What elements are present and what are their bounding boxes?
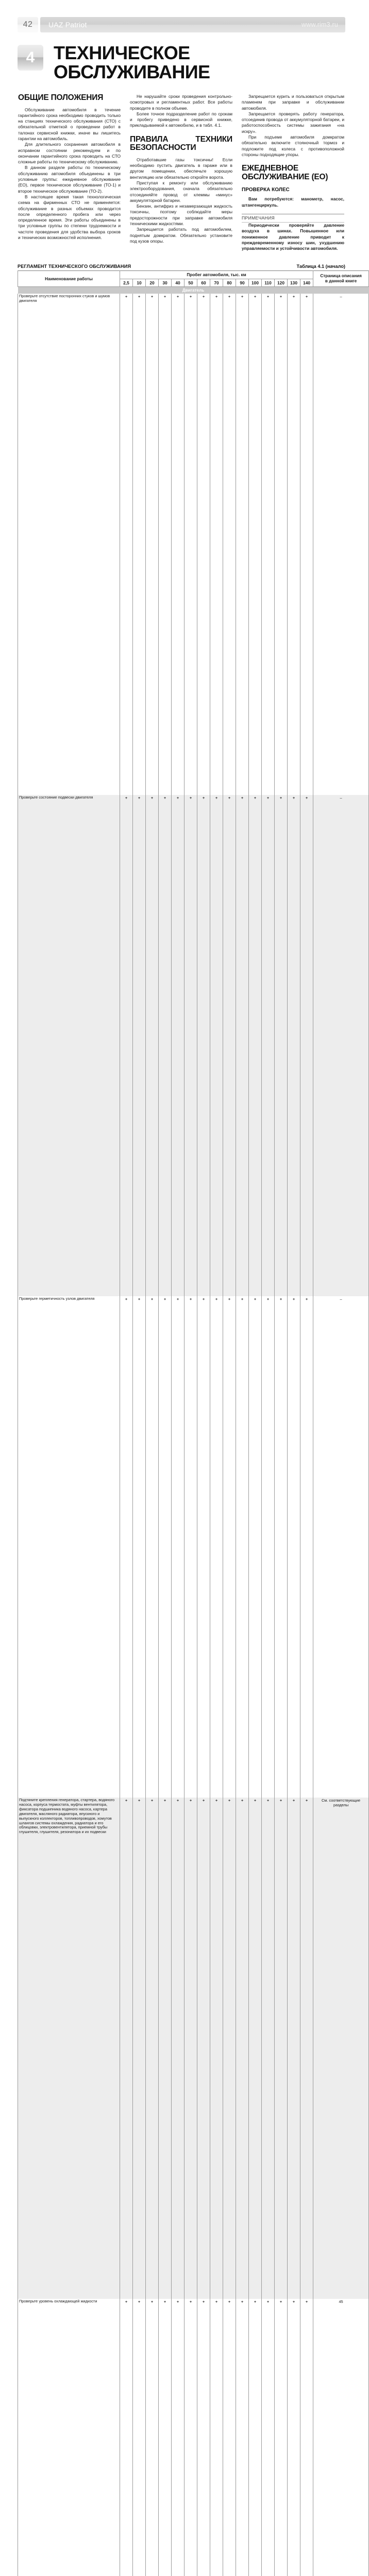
- paragraph: В данном разделе работы по техническому обслуживанию автомобиля объединены в три условные группы: ежедневное обслуживание (ЕО), первое техническое обслуживание (ТО-1) и второе техническое обслуживание (ТО-2).: [18, 165, 121, 194]
- cell-mark-50: +: [184, 795, 197, 1296]
- chapter-number-badge: 4: [18, 45, 43, 71]
- cell-mark-80: +: [223, 1798, 236, 2299]
- cell-mark-140: +: [300, 294, 313, 795]
- cell-mark-50: +: [184, 294, 197, 795]
- table-caption-title: РЕГЛАМЕНТ ТЕХНИЧЕСКОГО ОБСЛУЖИВАНИЯ: [18, 264, 131, 269]
- cell-work-name: Проверьте состояние подвески двигателя: [18, 795, 120, 1296]
- manual-page: [0, 0, 361, 501]
- cell-mark-60: +: [197, 1798, 210, 2299]
- cell-mark-110: +: [262, 1798, 275, 2299]
- column-header-page-reference: [313, 271, 369, 287]
- column-header-mileage-120: 120: [275, 279, 288, 287]
- cell-work-name: Проверьте отсутствие посторонних стуков и шумов двигателя: [18, 294, 120, 795]
- cell-mark-10: +: [133, 795, 146, 1296]
- column-two: [130, 94, 232, 260]
- table-head: [18, 271, 369, 287]
- column-one: [18, 94, 121, 260]
- cell-mark-30: +: [159, 294, 172, 795]
- paragraph: Запрещается курить и пользоваться открытым пламенем при заправке и обслуживании автомобиля.: [242, 94, 344, 111]
- cell-mark-60: +: [197, 294, 210, 795]
- cell-page-reference: 45: [313, 2299, 369, 2576]
- column-header-mileage-20: 20: [146, 279, 159, 287]
- cell-mark-120: +: [275, 294, 288, 795]
- cell-mark-70: +: [210, 294, 223, 795]
- column-header-mileage-10: 10: [133, 279, 146, 287]
- cell-mark-80: +: [223, 795, 236, 1296]
- cell-mark-40: +: [172, 2299, 184, 2576]
- paragraph: Обслуживание автомобиля в течение гарантийного срока необходимо проводить только на станциях технического обслуживания (СТО) с обязательной отметкой о проведении работ в талонах сервисной книжки, иначе вы лишитесь гарантии на автомобиль.: [18, 107, 121, 142]
- table-row: [18, 1798, 369, 2299]
- table-section-row: [18, 287, 369, 294]
- table-caption: [18, 264, 345, 270]
- cell-mark-40: +: [172, 1798, 184, 2299]
- cell-mark-80: +: [223, 294, 236, 795]
- chapter-heading: [18, 43, 210, 81]
- cell-mark-20: +: [146, 294, 159, 795]
- column-header-mileage-130: 130: [288, 279, 300, 287]
- cell-mark-20: +: [146, 1798, 159, 2299]
- cell-mark-140: +: [300, 1296, 313, 1798]
- cell-mark-110: +: [262, 294, 275, 795]
- column-header-mileage-90: 90: [236, 279, 249, 287]
- column-header-mileage-100: 100: [249, 279, 262, 287]
- paragraph: Запрещается работать под автомобилем, поднятым домкратом. Обязательно установите под кузов опоры.: [130, 227, 232, 244]
- cell-mark-130: +: [288, 1798, 300, 2299]
- cell-mark-40: +: [172, 1296, 184, 1798]
- cell-mark-2-5: +: [120, 795, 133, 1296]
- cell-mark-60: +: [197, 795, 210, 1296]
- cell-mark-30: +: [159, 1296, 172, 1798]
- cell-mark-50: +: [184, 2299, 197, 2576]
- cell-mark-80: +: [223, 1296, 236, 1798]
- cell-mark-70: +: [210, 1798, 223, 2299]
- paragraph: Запрещается проверять работу генератора, отсоединив провода от аккумуляторной батареи, и работоспособность системы зажигания «на искру».: [242, 111, 344, 134]
- cell-mark-30: +: [159, 2299, 172, 2576]
- cell-mark-10: +: [133, 1798, 146, 2299]
- column-header-mileage-40: 40: [172, 279, 184, 287]
- column-header-mileage-60: 60: [197, 279, 210, 287]
- cell-mark-90: +: [236, 795, 249, 1296]
- cell-page-reference: См. соответствующие разделы: [313, 1798, 369, 2299]
- cell-mark-2-5: +: [120, 1296, 133, 1798]
- paragraph: Более точное подразделение работ по срокам и пробегу приведено в сервисной книжке, прикладываемой к автомобилю, и в табл. 4.1.: [130, 111, 232, 129]
- paragraph: Приступая к ремонту или обслуживанию электрооборудования, сначала обязательно отсоединяйте провод от клеммы «минус» аккумуляторной батареи.: [130, 180, 232, 204]
- cell-mark-70: +: [210, 2299, 223, 2576]
- cell-page-reference: –: [313, 795, 369, 1296]
- cell-mark-110: +: [262, 1296, 275, 1798]
- cell-mark-2-5: +: [120, 294, 133, 795]
- cell-mark-70: +: [210, 795, 223, 1296]
- cell-mark-100: +: [249, 294, 262, 795]
- cell-mark-140: +: [300, 1798, 313, 2299]
- table-body: [18, 287, 369, 2576]
- paragraph: При подъеме автомобиля домкратом обязательно включите стояночный тормоз и подложите под колеса с противоположной стороны подходящие упоры.: [242, 134, 344, 158]
- cell-mark-10: +: [133, 2299, 146, 2576]
- cell-work-name: Проверьте герметичность узлов двигателя: [18, 1296, 120, 1798]
- cell-mark-130: +: [288, 795, 300, 1296]
- column-header-mileage-70: 70: [210, 279, 223, 287]
- cell-mark-90: +: [236, 294, 249, 795]
- cell-mark-130: +: [288, 1296, 300, 1798]
- section-heading-safety: ПРАВИЛА ТЕХНИКИ БЕЗОПАСНОСТИ: [130, 135, 232, 152]
- paragraph: Бензин, антифриз и незамерзающая жидкость токсичны, поэтому соблюдайте меры предосторожности при заправке автомобиля техническими жидкостями.: [130, 204, 232, 227]
- subsection-heading-wheel-check: ПРОВЕРКА КОЛЕС: [242, 187, 344, 193]
- column-header-mileage-2-5: 2,5: [120, 279, 133, 287]
- cell-mark-80: +: [223, 2299, 236, 2576]
- section-heading-daily-service: ЕЖЕДНЕВНОЕ ОБСЛУЖИВАНИЕ (ЕО): [242, 164, 344, 181]
- cell-mark-120: +: [275, 2299, 288, 2576]
- cell-mark-70: +: [210, 1296, 223, 1798]
- cell-mark-140: +: [300, 2299, 313, 2576]
- cell-page-reference: –: [313, 294, 369, 795]
- vehicle-model-label: UAZ Patriot: [48, 21, 87, 29]
- header-bar: [40, 17, 345, 32]
- cell-mark-120: +: [275, 1296, 288, 1798]
- cell-mark-20: +: [146, 2299, 159, 2576]
- cell-mark-20: +: [146, 795, 159, 1296]
- maintenance-schedule-table: [18, 270, 369, 2576]
- table-row: [18, 1296, 369, 1798]
- cell-mark-110: +: [262, 795, 275, 1296]
- tools-required-text: Вам потребуются: манометр, насос, штангенциркуль.: [242, 196, 344, 208]
- section-heading-general: ОБЩИЕ ПОЛОЖЕНИЯ: [18, 94, 121, 103]
- chapter-title-line2: ОБСЛУЖИВАНИЕ: [54, 62, 210, 81]
- page-header-line1: Страница описания: [320, 274, 361, 278]
- notes-title: ПРИМЕЧАНИЯ: [242, 214, 344, 223]
- column-three: [242, 94, 344, 260]
- cell-mark-2-5: +: [120, 2299, 133, 2576]
- column-header-mileage-30: 30: [159, 279, 172, 287]
- website-label: www.rim3.ru: [301, 21, 338, 28]
- paragraph: Не нарушайте сроки проведения контрольно-осмотровых и регламентных работ. Все работы проводите в полном объеме.: [130, 94, 232, 111]
- cell-mark-130: +: [288, 2299, 300, 2576]
- cell-mark-90: +: [236, 1798, 249, 2299]
- cell-mark-2-5: +: [120, 1798, 133, 2299]
- paragraph: Для длительного сохранения автомобиля в исправном состоянии рекомендуем и по окончании гарантийного срока проводить на СТО сложные работы по техническому обслуживанию.: [18, 142, 121, 165]
- cell-mark-110: +: [262, 2299, 275, 2576]
- notes-text: Периодически проверяйте давление воздуха в шинах. Повышенное или пониженное давление приводит к преждевременному износу шин, ухудшению управляемости и устойчивости автомобиля.: [242, 223, 344, 251]
- page-title: [54, 43, 210, 81]
- cell-mark-40: +: [172, 795, 184, 1296]
- table-header-row-top: [18, 271, 369, 279]
- cell-mark-100: +: [249, 795, 262, 1296]
- cell-mark-60: +: [197, 1296, 210, 1798]
- paragraph: В настоящее время такая технологическая схема на фирменных СТО не применяется: обслуживание в разных объемах проводится после определенного пробега или через определенное время. Эти работы объединены в три условные группы по степени трудоемкости и частоте проведения для удобства выбора сроков и технических возможностей исполнения.: [18, 194, 121, 241]
- section-label-engine: Двигатель: [18, 287, 369, 294]
- cell-mark-10: +: [133, 1296, 146, 1798]
- cell-mark-50: +: [184, 1798, 197, 2299]
- column-header-mileage-50: 50: [184, 279, 197, 287]
- cell-mark-130: +: [288, 294, 300, 795]
- cell-mark-100: +: [249, 1296, 262, 1798]
- cell-work-name: Подтяните крепления генератора, стартера, водяного насоса, корпуса термостата, муфты вентилятора, фиксатора подшипника водяного насоса, картера двигателя, масляного радиатора, впускного и выпускного коллекторов, топливопроводов, хомутов шлангов системы охлаждения, радиатора и его облицовки, электровентилятора, приемной трубы глушителя, глушителя, резонатора и их подвески: [18, 1798, 120, 2299]
- column-header-mileage-140: 140: [300, 279, 313, 287]
- table-row: [18, 294, 369, 795]
- cell-mark-140: +: [300, 795, 313, 1296]
- cell-mark-120: +: [275, 1798, 288, 2299]
- cell-mark-90: +: [236, 2299, 249, 2576]
- cell-mark-10: +: [133, 294, 146, 795]
- cell-mark-100: +: [249, 2299, 262, 2576]
- maintenance-schedule-block: [18, 264, 345, 2576]
- cell-mark-50: +: [184, 1296, 197, 1798]
- cell-mark-120: +: [275, 795, 288, 1296]
- cell-mark-60: +: [197, 2299, 210, 2576]
- cell-mark-20: +: [146, 1296, 159, 1798]
- page-number: 42: [18, 17, 38, 32]
- cell-mark-100: +: [249, 1798, 262, 2299]
- cell-page-reference: –: [313, 1296, 369, 1798]
- table-row: [18, 2299, 369, 2576]
- paragraph: Отработавшие газы токсичны! Если необходимо пустить двигатель в гараже или в другом помещении, обеспечьте хорошую вентиляцию или обязательно откройте ворота.: [130, 157, 232, 180]
- cell-mark-40: +: [172, 294, 184, 795]
- column-header-work-name: Наименование работы: [18, 271, 120, 287]
- column-header-mileage-80: 80: [223, 279, 236, 287]
- cell-mark-30: +: [159, 795, 172, 1296]
- cell-mark-30: +: [159, 1798, 172, 2299]
- body-columns: [18, 94, 345, 260]
- cell-mark-90: +: [236, 1296, 249, 1798]
- running-header: [18, 17, 345, 32]
- column-header-mileage: Пробег автомобиля, тыс. км: [120, 271, 313, 279]
- table-caption-number: Таблица 4.1 (начало): [297, 264, 346, 269]
- column-header-mileage-110: 110: [262, 279, 275, 287]
- table-row: [18, 795, 369, 1296]
- chapter-title-line1: ТЕХНИЧЕСКОЕ: [54, 43, 210, 62]
- page-header-line2: в данной книге: [325, 279, 357, 283]
- cell-work-name: Проверьте уровень охлаждающей жидкости: [18, 2299, 120, 2576]
